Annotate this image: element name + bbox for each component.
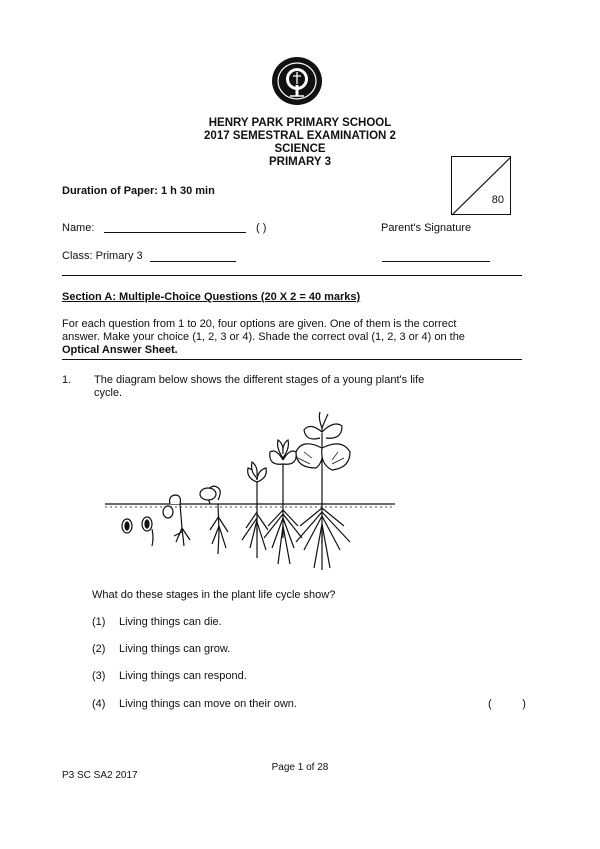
option-2-text: Living things can grow.: [119, 643, 231, 655]
young-seedling-stage: [242, 462, 268, 558]
subject-title: SCIENCE: [274, 143, 326, 155]
germinating-seed-stage: [142, 517, 153, 546]
school-logo: [268, 54, 326, 108]
page-number: Page 1 of 28: [271, 762, 329, 773]
divider-top: [62, 275, 522, 276]
paper-code: P3 SC SA2 2017: [62, 770, 138, 781]
score-box: [451, 156, 511, 215]
class-field-line: [150, 261, 236, 262]
score-box-diagonal: [452, 157, 512, 216]
mature-plant-stage: [296, 412, 350, 570]
exam-title: 2017 SEMESTRAL EXAMINATION 2: [204, 130, 396, 142]
seed-stage: [122, 519, 132, 533]
question-stem-line-1: The diagram below shows the different stages of a young plant's life: [94, 374, 425, 386]
question-number: 1.: [62, 374, 72, 386]
instructions-line-3: Optical Answer Sheet.: [62, 344, 178, 356]
answer-paren: ( ): [488, 698, 526, 710]
section-title: Section A: Multiple-Choice Questions (20 X 2 = 40 marks): [62, 291, 361, 303]
option-4-text: Living things can move on their own.: [119, 698, 297, 710]
class-label: Class: Primary 3: [62, 250, 143, 262]
score-total: 80: [491, 194, 504, 206]
question-stem-line-2: cycle.: [94, 387, 123, 399]
instructions-line-2: answer. Make your choice (1, 2, 3 or 4). Shade the correct oval (1, 2, 3 or 4) on the: [62, 331, 465, 343]
instructions-line-1: For each question from 1 to 20, four options are given. One of them is the correct: [62, 318, 457, 330]
growing-plant-stage: [264, 440, 302, 564]
name-field-line: [104, 232, 246, 233]
question-prompt: What do these stages in the plant life cycle show?: [92, 589, 336, 601]
name-label: Name:: [62, 222, 95, 234]
school-name: HENRY PARK PRIMARY SCHOOL: [208, 117, 392, 129]
level-title: PRIMARY 3: [269, 156, 331, 168]
hooked-seedling-stage: [200, 486, 228, 554]
sprouting-seed-stage: [163, 495, 190, 546]
option-4-number: (4): [92, 698, 106, 710]
duration-text: Duration of Paper: 1 h 30 min: [62, 185, 215, 197]
option-3-number: (3): [92, 670, 106, 682]
option-1-text: Living things can die.: [119, 616, 222, 628]
signature-field-line: [382, 261, 490, 262]
option-3-text: Living things can respond.: [119, 670, 247, 682]
divider-section: [62, 359, 522, 360]
register-number-paren: ( ): [256, 222, 267, 234]
option-1-number: (1): [92, 616, 106, 628]
option-2-number: (2): [92, 643, 106, 655]
plant-life-cycle-diagram: [100, 408, 400, 578]
parent-signature-label: Parent's Signature: [381, 222, 472, 234]
